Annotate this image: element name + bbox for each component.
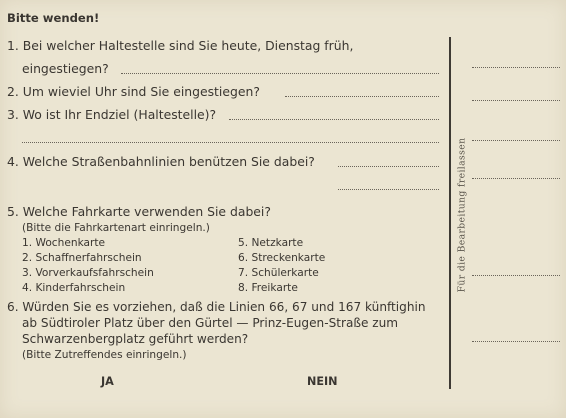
office-line	[472, 341, 560, 342]
office-line	[472, 100, 560, 101]
answer-line-1[interactable]	[121, 73, 439, 74]
answer-line-4a[interactable]	[338, 166, 439, 167]
question-6-line2: ab Südtiroler Platz über den Gürtel — Prinz-Eugen-Straße zum	[22, 316, 399, 330]
question-6-line3: Schwarzenbergplatz geführt werden?	[22, 332, 249, 346]
question-1: 1. Bei welcher Haltestelle sind Sie heute, Dienstag früh,	[7, 38, 354, 53]
answer-no[interactable]: NEIN	[307, 375, 338, 388]
answer-line-2[interactable]	[285, 96, 439, 97]
ticket-option[interactable]: 7. Schülerkarte	[238, 267, 319, 279]
ticket-option[interactable]: 5. Netzkarte	[238, 237, 304, 249]
question-5-hint: (Bitte die Fahrkartenart einringeln.)	[22, 222, 210, 234]
office-line	[472, 67, 560, 68]
answer-line-4b[interactable]	[338, 189, 439, 190]
question-6: 6. Würden Sie es vorziehen, daß die Linien 66, 67 und 167 künftighin	[7, 300, 426, 314]
column-divider	[449, 37, 451, 389]
answer-line-3a[interactable]	[229, 119, 439, 120]
office-line	[472, 178, 560, 179]
office-line	[472, 275, 560, 276]
answer-yes[interactable]: JA	[101, 375, 114, 388]
ticket-option[interactable]: 6. Streckenkarte	[238, 252, 326, 264]
ticket-option[interactable]: 3. Vorverkaufsfahrschein	[22, 267, 154, 279]
question-1-cont: eingestiegen?	[22, 61, 109, 76]
question-2: 2. Um wieviel Uhr sind Sie eingestiegen?	[7, 84, 260, 99]
office-use-note: Für die Bearbeitung freilassen	[456, 137, 468, 293]
ticket-option[interactable]: 2. Schaffnerfahrschein	[22, 252, 142, 264]
ticket-option[interactable]: 8. Freikarte	[238, 282, 298, 294]
ticket-option[interactable]: 4. Kinderfahrschein	[22, 282, 126, 294]
question-5: 5. Welche Fahrkarte verwenden Sie dabei?	[7, 204, 271, 219]
question-3: 3. Wo ist Ihr Endziel (Haltestelle)?	[7, 107, 217, 122]
header-note: Bitte wenden!	[7, 11, 100, 25]
answer-line-3b[interactable]	[22, 142, 439, 143]
ticket-option[interactable]: 1. Wochenkarte	[22, 237, 106, 249]
office-line	[472, 140, 560, 141]
question-6-hint: (Bitte Zutreffendes einringeln.)	[22, 349, 187, 361]
question-4: 4. Welche Straßenbahnlinien benützen Sie dabei?	[7, 154, 315, 169]
